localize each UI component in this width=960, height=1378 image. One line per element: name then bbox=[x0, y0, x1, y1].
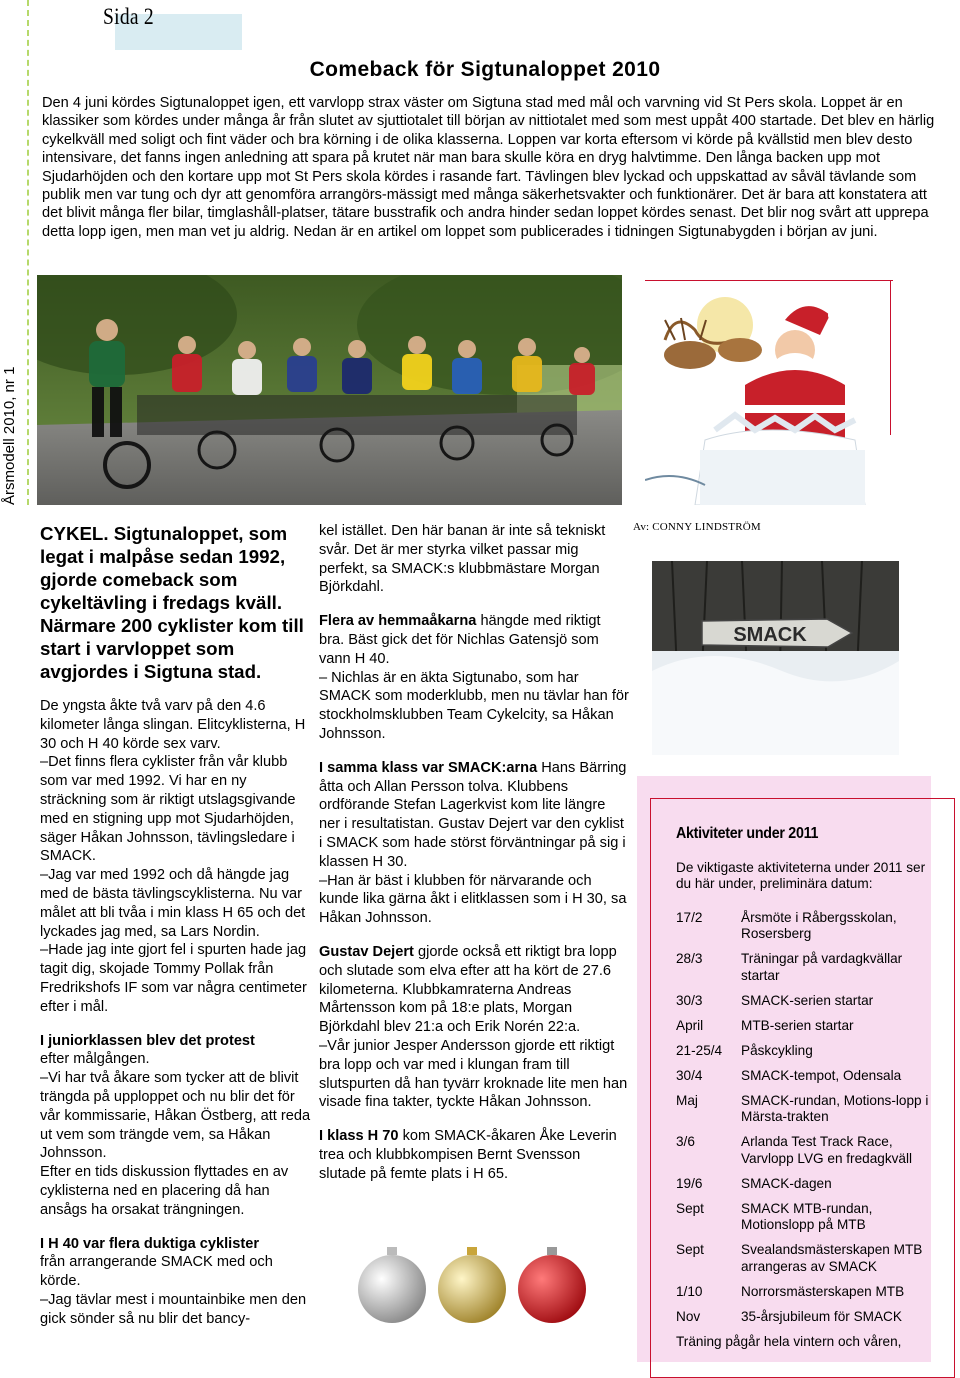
activity-date: 17/2 bbox=[676, 909, 703, 925]
activity-row bbox=[676, 1134, 938, 1167]
activity-event: Påskcykling bbox=[741, 1042, 813, 1058]
activity-event: SMACK-tempot, Odensala bbox=[741, 1067, 902, 1083]
col2-paragraph: – Nichlas är en äkta Sigtunabo, som har SMACK som moderklubb, men nu tävlar han för stockholmsklubben Team Cykelcity, sa Håkan Johnsson. bbox=[319, 669, 629, 742]
article-intro: Den 4 juni kördes Sigtunaloppet igen, ett varvlopp strax väster om Sigtuna stad med mål och varvning vid St Pers skola. Loppet är en klassiker som kördes under många år från slutet av sjuttiotalet till början av nittiotalet med som mest uppåt 400 startade. Det blev en härlig cykelkväll med soligt och fint väder och bra körning i de olika klasserna. Loppen var korta eftersom vi körde på kvällstid men blev desto intensivare, det fanns ingen anledning att spara på krutet när man bara skulle köra en dryg halvtimme. Den långa backen upp mot Sjudarhöjden och den kortare upp mot St Pers skola kördes i rasande fart. Tävlingen blev lyckad och uppskattad av såväl tävlande som publik men var tung och dyr att genomföra arrangörs-mässigt med många säkerhetsvakter och funktionärer. Det är bara att konstatera att det blivit många fler bilar, timglashåll-platser, tätare busstrafik och andra hinder sedan loppet kördes senast. Det blir nog svårt att upprepa detta lopp igen, men man vet ju aldrig. Nedan är en artikel om loppet som publicerades i tidningen Sigtunabygden i början av juni. bbox=[42, 95, 935, 240]
col2-subhead: Gustav Dejert bbox=[319, 943, 414, 960]
activity-date: Nov bbox=[676, 1308, 701, 1324]
santa-drawing bbox=[645, 280, 893, 505]
activity-event: SMACK-dagen bbox=[741, 1175, 832, 1191]
activity-row bbox=[676, 1284, 938, 1301]
col1-paragraph: Efter en tids diskussion flyttades en av cyklisterna ned en placering då han ansågs ha orsakat trängningen. bbox=[40, 1164, 289, 1218]
activity-row bbox=[676, 1309, 938, 1326]
col1-paragraph: –Vi har två åkare som tycker att de blivit trängda på upploppet och nu blir det för vår kommissarie, Håkan Östberg, att reda ut vem som trängde vem, sa Håkan Johnsson. bbox=[40, 1070, 311, 1162]
activities-footer: Träning pågår hela vintern och våren, bbox=[676, 1333, 902, 1349]
activity-event: SMACK-rundan, Motions-lopp i Märsta-trakten bbox=[741, 1092, 929, 1124]
activity-event: Årsmöte i Råbergsskolan, Rosersberg bbox=[741, 909, 897, 941]
activities-intro: De viktigaste aktiviteterna under 2011 ser du här under, preliminära datum: bbox=[676, 859, 926, 891]
activity-event: Svealandsmästerskapen MTB arrangeras av SMACK bbox=[741, 1242, 923, 1274]
activity-date: 30/4 bbox=[676, 1067, 703, 1083]
byline: Av: CONNY LINDSTRÖM bbox=[633, 521, 761, 533]
activity-event: Arlanda Test Track Race, Varvlopp LVG en fredagkväll bbox=[741, 1134, 913, 1166]
ornaments-illustration bbox=[352, 1245, 602, 1325]
activity-row bbox=[676, 1068, 938, 1085]
activity-row bbox=[676, 1201, 938, 1234]
col1-paragraph: –Jag var med 1992 och då hängde jag med de bästa tävlingscyklisterna. Nu var målet att bli tvåa i min klass H 65 och det lyckades jag med, sa Lars Nordin. bbox=[40, 867, 306, 940]
col2-paragraph: gjorde också ett riktigt bra lopp och slutade som elva efter att ha kört de 27.6 kilometerna. Klubbkamraterna Andreas Mårtensson kom på 18:e plats, Morgan Björkdahl blev 21:a och Erik Norén 22:a. bbox=[319, 943, 617, 1036]
activity-date: April bbox=[676, 1017, 704, 1033]
col1-paragraph: –Det finns flera cyklister från vår klubb som var med 1992. Vi har en ny sträckning som är riktigt utslagsgivande med en stigning upp mot Sjudarhöjden, säger Håkan Johnsson, tävlingsledare i SMACK. bbox=[40, 754, 296, 865]
clipping-column-1 bbox=[40, 522, 312, 1329]
activity-date: Maj bbox=[676, 1092, 698, 1108]
activity-event: SMACK-serien startar bbox=[741, 992, 874, 1008]
activity-date: 19/6 bbox=[676, 1175, 703, 1191]
col2-paragraph: Hans Bärring åtta och Allan Persson tolva. Klubbens ordförande Stefan Lagerkvist kom lite längre ner i resultatistan. Gustav Dejert var den cyklist i SMACK som hade störst förväntningar på sig i klassen H 30. bbox=[319, 759, 627, 870]
activity-row bbox=[676, 951, 938, 984]
activities-list bbox=[676, 910, 938, 1326]
activity-row bbox=[676, 910, 938, 943]
col2-paragraph: hängde med riktigt bra. Bäst gick det för Nichlas Gatensjö som vann H 40. bbox=[319, 613, 601, 667]
sign-text: SMACK bbox=[733, 624, 807, 646]
activity-date: 1/10 bbox=[676, 1283, 703, 1299]
sign-illustration bbox=[652, 561, 899, 755]
activities-title: Aktiviteter under 2011 bbox=[676, 825, 819, 842]
col2-subhead: I samma klass var SMACK:arna bbox=[319, 759, 538, 776]
col2-paragraph: –Han är bäst i klubben för närvarande och kunde lika gärna åkt i elitklassen som i H 30, sa Håkan Johnsson. bbox=[319, 872, 627, 927]
activity-row bbox=[676, 1093, 938, 1126]
activity-row bbox=[676, 1043, 938, 1060]
clipping-column-2 bbox=[319, 522, 629, 1184]
activity-event: MTB-serien startar bbox=[741, 1017, 854, 1033]
col1-paragraph: –Jag tävlar mest i mountainbike men den gick sönder så nu blir det bancy- bbox=[40, 1291, 307, 1327]
col2-paragraph: kom SMACK-åkaren Åke Leverin trea och klubbkompisen Bernt Svensson slutade på femte plats i H 65. bbox=[319, 1128, 617, 1182]
col1-paragraph: från arrangerande SMACK med och körde. bbox=[40, 1254, 273, 1290]
activity-row bbox=[676, 1018, 938, 1035]
col2-paragraph: kel istället. Den här banan är inte så tekniskt svår. Det är mer styrka vilket passar mig perfekt, sa SMACK:s klubbmästare Morgan Björkdahl. bbox=[319, 523, 606, 596]
col1-subhead: I juniorklassen blev det protest bbox=[40, 1032, 255, 1049]
col1-subhead: I H 40 var flera duktiga cyklister bbox=[40, 1235, 260, 1252]
col2-subhead: Flera av hemmaåkarna bbox=[319, 613, 477, 630]
activity-event: Norrorsmästerskapen MTB bbox=[741, 1283, 905, 1299]
activity-date: Sept bbox=[676, 1242, 704, 1257]
article-title: Comeback för Sigtunaloppet 2010 bbox=[309, 58, 661, 81]
side-label-text: Årsmodell 2010, nr 1 bbox=[1, 366, 18, 505]
clipping-lead: CYKEL. Sigtunaloppet, som legat i malpåse sedan 1992, gjorde comeback som cykeltävling i fredags kväll. Närmare 200 cyklister kom till start i varvloppet som avgjordes i Sigtuna stad. bbox=[40, 523, 304, 682]
col2-paragraph: –Vår junior Jesper Andersson gjorde ett riktigt bra lopp och var med i klungan fram till slutspurten då han tyvärr kroknade lite men han visade fina takter, tyckte Håkan Johnsson. bbox=[319, 1037, 628, 1111]
col1-paragraph: De yngsta åkte två varv på den 4.6 kilometer långa slingan. Elitcyklisterna, H 30 och H 40 körde sex varv. bbox=[40, 698, 306, 752]
activity-date: 21-25/4 bbox=[676, 1042, 723, 1058]
activity-row bbox=[676, 993, 938, 1010]
activity-row bbox=[676, 1242, 938, 1275]
activity-event: 35-årsjubileum för SMACK bbox=[741, 1308, 902, 1324]
activity-date: 28/3 bbox=[676, 951, 703, 966]
col1-paragraph: –Hade jag inte gjort fel i spurten hade jag tagit dig, skojade Tommy Pollak från Fredrikshofs IF som var några centimeter efter i mål. bbox=[40, 942, 307, 1015]
activity-row bbox=[676, 1176, 938, 1193]
activity-event: Träningar på vardagkvällar startar bbox=[741, 951, 903, 983]
cyclists-illustration bbox=[37, 275, 622, 505]
side-label bbox=[0, 345, 22, 505]
col2-subhead: I klass H 70 bbox=[319, 1128, 399, 1145]
smack-sign-photo bbox=[652, 561, 899, 755]
page-number: Sida 2 bbox=[103, 4, 154, 29]
col1-paragraph: efter målgången. bbox=[40, 1051, 150, 1068]
activity-date: 30/3 bbox=[676, 992, 703, 1008]
activity-event: SMACK MTB-rundan, Motionslopp på MTB bbox=[741, 1200, 873, 1232]
activities-box bbox=[676, 826, 938, 1350]
cyclists-photo bbox=[37, 275, 622, 505]
santa-illustration bbox=[645, 280, 893, 505]
christmas-ornaments bbox=[352, 1245, 602, 1325]
activity-date: 3/6 bbox=[676, 1134, 695, 1149]
activity-date: Sept bbox=[676, 1200, 704, 1216]
